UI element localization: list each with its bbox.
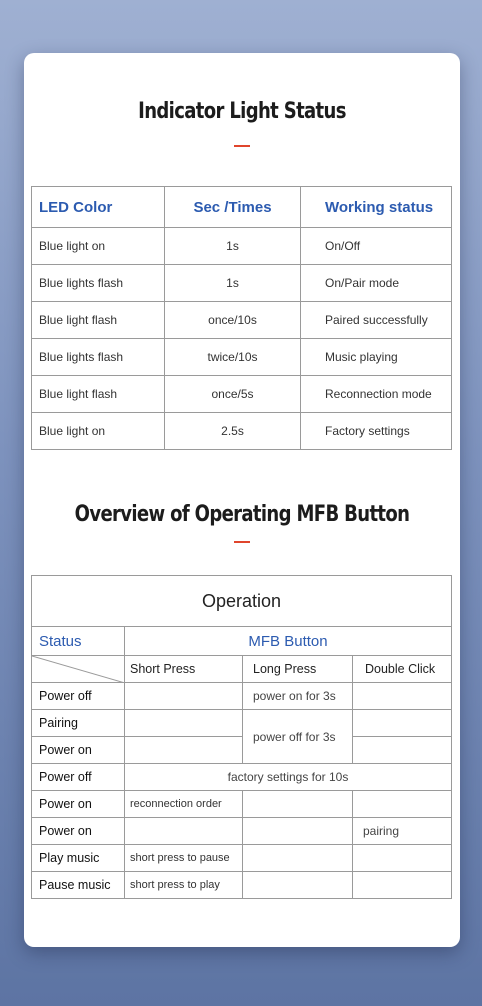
- empty-cell: [125, 818, 243, 845]
- working-status-cell: Reconnection mode: [301, 376, 452, 413]
- table-row: [32, 376, 452, 413]
- mfb-section-title: Overview of Operating MFB Button: [74, 502, 410, 527]
- empty-cell: [243, 872, 353, 899]
- status-header: Status: [32, 627, 125, 656]
- sec-times-cell: once/10s: [165, 302, 301, 339]
- long-press-cell: power on for 3s: [243, 683, 353, 710]
- title-accent-line: [234, 145, 250, 147]
- long-press-header: Long Press: [243, 656, 353, 683]
- table-row: [32, 339, 452, 376]
- sec-times-cell: 2.5s: [165, 413, 301, 450]
- status-cell: Play music: [32, 845, 125, 872]
- sec-times-cell: 1s: [165, 265, 301, 302]
- working-status-cell: On/Off: [301, 228, 452, 265]
- short-press-cell: short press to play: [125, 872, 243, 899]
- header-working-status: Working status: [301, 187, 452, 228]
- empty-cell: [125, 683, 243, 710]
- empty-cell: [353, 737, 452, 764]
- diagonal-line: [32, 656, 125, 683]
- empty-cell: [353, 872, 452, 899]
- indicator-section-title: Indicator Light Status: [138, 99, 346, 124]
- table-row: [32, 265, 452, 302]
- table-row: [32, 710, 452, 737]
- empty-cell: [353, 791, 452, 818]
- table-row: [32, 818, 452, 845]
- table-row: [32, 302, 452, 339]
- status-cell: Power on: [32, 818, 125, 845]
- working-status-cell: Music playing: [301, 339, 452, 376]
- led-color-cell: Blue light on: [32, 228, 165, 265]
- status-cell: Pause music: [32, 872, 125, 899]
- table-row: [32, 791, 452, 818]
- title-accent-line: [234, 541, 250, 543]
- factory-settings-cell: factory settings for 10s: [125, 764, 452, 791]
- long-press-cell: power off for 3s: [243, 710, 353, 764]
- table-row: [32, 764, 452, 791]
- working-status-cell: Paired successfully: [301, 302, 452, 339]
- sec-times-cell: once/5s: [165, 376, 301, 413]
- indicator-table: [31, 186, 452, 450]
- empty-cell: [125, 737, 243, 764]
- led-color-cell: Blue lights flash: [32, 265, 165, 302]
- table-row: [32, 413, 452, 450]
- working-status-cell: Factory settings: [301, 413, 452, 450]
- operation-header: Operation: [32, 576, 452, 627]
- table-row: [32, 737, 452, 764]
- short-press-cell: reconnection order: [125, 791, 243, 818]
- diagonal-header-cell: [32, 656, 125, 683]
- table-row: [32, 683, 452, 710]
- table-row: [32, 228, 452, 265]
- table-row: [32, 845, 452, 872]
- indicator-table-header: [32, 187, 452, 228]
- empty-cell: [243, 818, 353, 845]
- header-sec-times: Sec /Times: [165, 187, 301, 228]
- content-card: [24, 53, 460, 947]
- status-cell: Power on: [32, 791, 125, 818]
- working-status-cell: On/Pair mode: [301, 265, 452, 302]
- status-cell: Pairing: [32, 710, 125, 737]
- empty-cell: [125, 710, 243, 737]
- empty-cell: [353, 845, 452, 872]
- led-color-cell: Blue light on: [32, 413, 165, 450]
- sec-times-cell: twice/10s: [165, 339, 301, 376]
- mfb-table: [31, 575, 452, 899]
- status-cell: Power off: [32, 764, 125, 791]
- empty-cell: [353, 683, 452, 710]
- double-click-cell: pairing: [353, 818, 452, 845]
- led-color-cell: Blue lights flash: [32, 339, 165, 376]
- short-press-cell: short press to pause: [125, 845, 243, 872]
- mfb-button-header: MFB Button: [125, 627, 452, 656]
- led-color-cell: Blue light flash: [32, 376, 165, 413]
- led-color-cell: Blue light flash: [32, 302, 165, 339]
- empty-cell: [353, 710, 452, 737]
- status-cell: Power on: [32, 737, 125, 764]
- header-led-color: LED Color: [32, 187, 165, 228]
- empty-cell: [243, 845, 353, 872]
- status-cell: Power off: [32, 683, 125, 710]
- double-click-header: Double Click: [353, 656, 452, 683]
- short-press-header: Short Press: [125, 656, 243, 683]
- table-row: [32, 872, 452, 899]
- sec-times-cell: 1s: [165, 228, 301, 265]
- empty-cell: [243, 791, 353, 818]
